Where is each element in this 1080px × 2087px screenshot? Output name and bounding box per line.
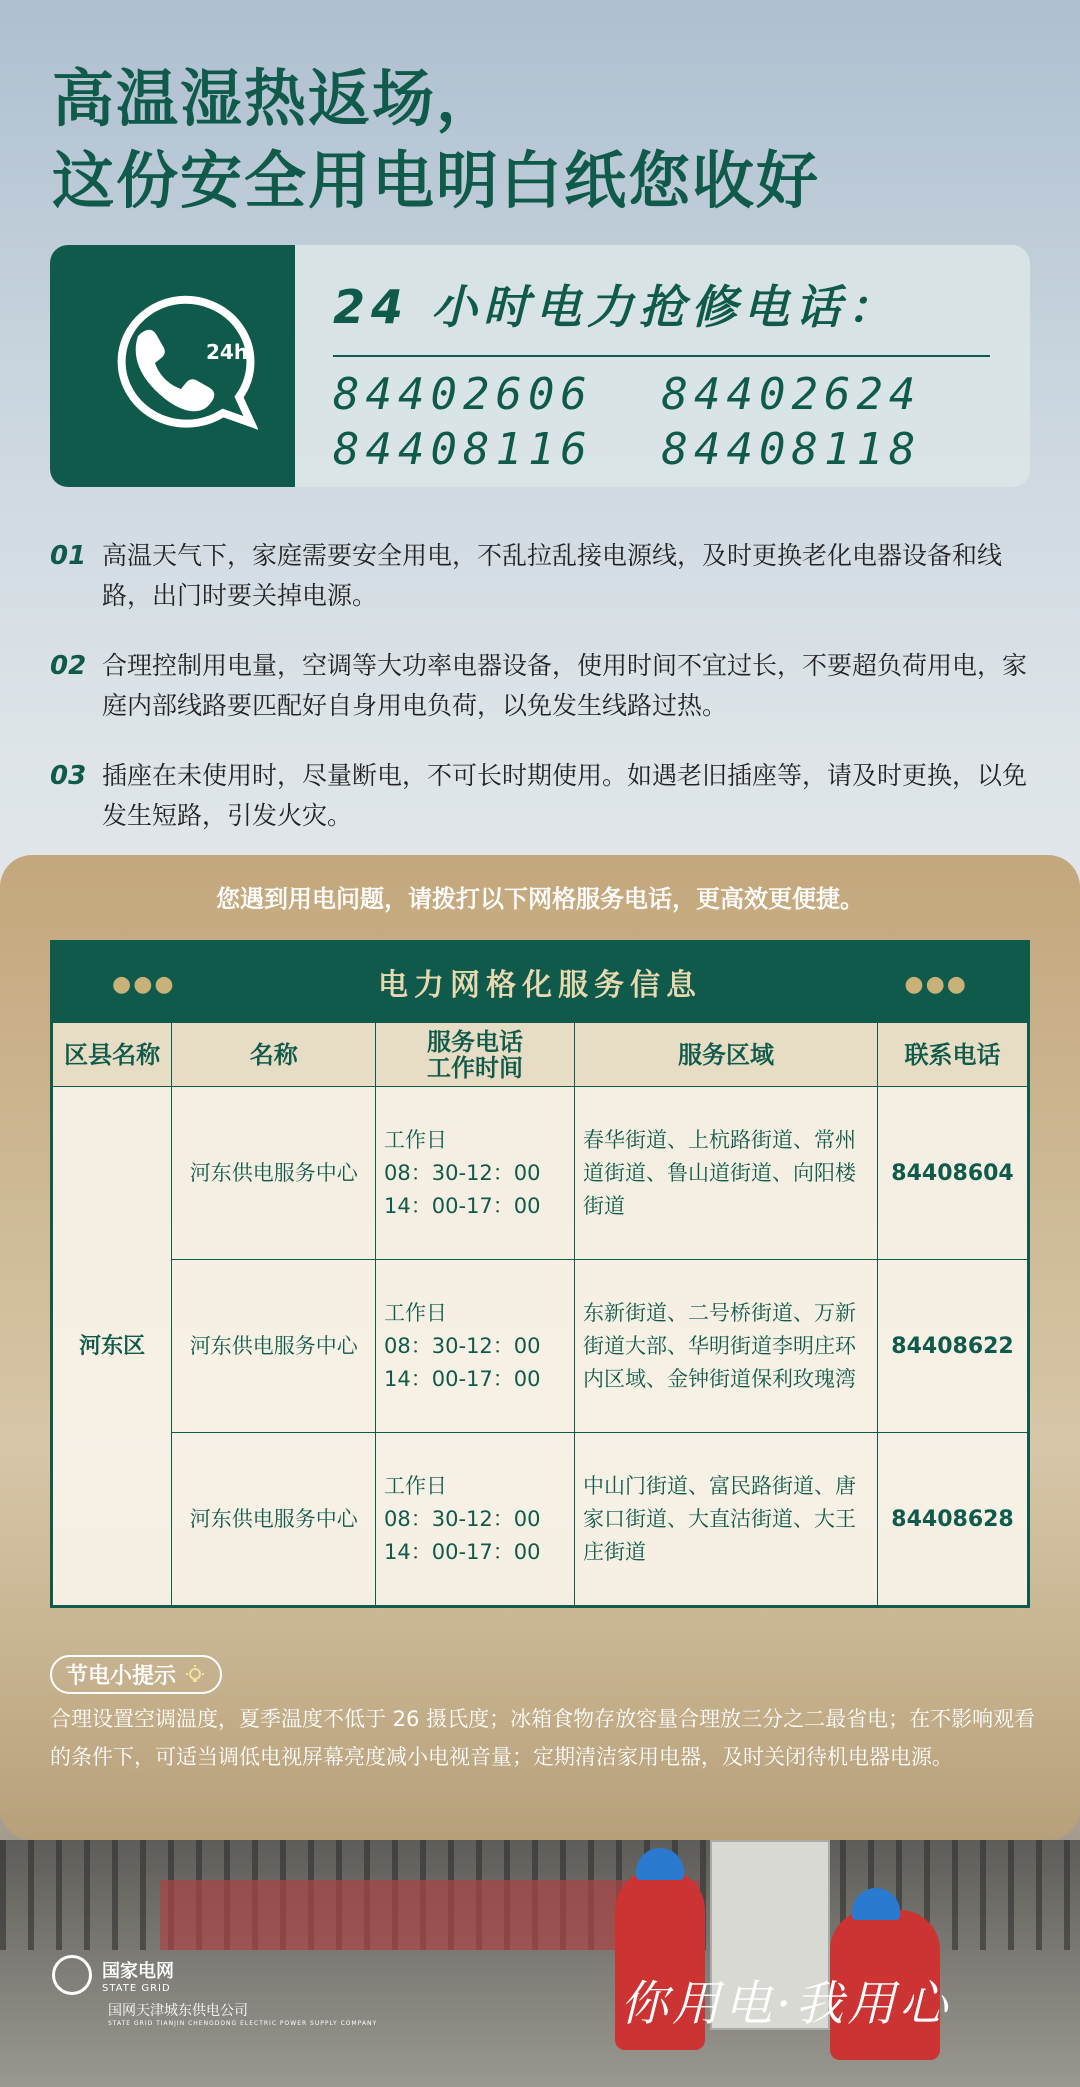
center-name: 河东供电服务中心 xyxy=(172,1087,376,1260)
col-district: 区县名称 xyxy=(53,1023,172,1087)
decor-dots-icon: ●●● xyxy=(112,972,176,997)
hotline-number[interactable]: 84408116 xyxy=(333,424,593,475)
area-cell: 中山门街道、富民路街道、唐家口街道、大直沽街道、大王庄街道 xyxy=(574,1433,877,1606)
saving-badge-label: 节电小提示 xyxy=(66,1664,177,1689)
table-row xyxy=(53,1433,1028,1606)
hotline-number[interactable]: 84408118 xyxy=(661,424,922,475)
company-name-en: STATE GRID TIANJIN CHENGDONG ELECTRIC POWER SUPPLY COMPANY xyxy=(108,2020,378,2027)
tip-number: 01 xyxy=(50,541,87,571)
table-row xyxy=(53,1260,1028,1433)
slogan: 你用电·我用心 xyxy=(620,1976,952,2032)
company-name: 国网天津城东供电公司 xyxy=(108,2003,248,2019)
decor-dots-icon: ●●● xyxy=(904,972,968,997)
center-name: 河东供电服务中心 xyxy=(172,1260,376,1433)
hours-cell: 工作日 08：30-12：00 14：00-17：00 xyxy=(376,1433,575,1606)
hotline-label: 24 小时电力抢修电话： xyxy=(333,271,990,357)
safety-tips xyxy=(50,536,1040,866)
service-grid xyxy=(52,1022,1028,1606)
tip-number: 03 xyxy=(50,761,87,791)
lightbulb-icon xyxy=(184,1664,206,1686)
service-intro: 您遇到用电问题，请拨打以下网格服务电话，更高效更便捷。 xyxy=(216,885,864,913)
hours-cell: 工作日 08：30-12：00 14：00-17：00 xyxy=(376,1260,575,1433)
tip-text: 高温天气下，家庭需要安全用电，不乱拉乱接电源线，及时更换老化电器设备和线路，出门时要关掉电源。 xyxy=(102,541,1003,610)
service-panel xyxy=(0,855,1080,1840)
area-cell: 东新街道、二号桥街道、万新街道大部、华明街道李明庄环内区域、金钟街道保利玫瑰湾 xyxy=(574,1260,877,1433)
hours-cell: 工作日 08：30-12：00 14：00-17：00 xyxy=(376,1087,575,1260)
tip-item xyxy=(50,756,1040,836)
hotline-card xyxy=(50,245,1030,487)
table-title-text: 电力网格化服务信息 xyxy=(378,968,702,1003)
col-area: 服务区域 xyxy=(574,1023,877,1087)
phone-24h-icon xyxy=(88,291,258,441)
service-table xyxy=(50,940,1030,1608)
phone-cell[interactable]: 84408604 xyxy=(878,1087,1028,1260)
table-row xyxy=(53,1087,1028,1260)
phone-cell[interactable]: 84408628 xyxy=(878,1433,1028,1606)
logo-cn: 国家电网 xyxy=(102,1960,174,1982)
page-title xyxy=(52,58,820,222)
title-line-1: 高温湿热返场， xyxy=(52,62,501,135)
tip-text: 插座在未使用时，尽量断电，不可长时期使用。如遇老旧插座等，请及时更换，以免发生短路，引发火灾。 xyxy=(102,761,1028,830)
phone-cell[interactable]: 84408622 xyxy=(878,1260,1028,1433)
col-hours: 服务电话 工作时间 xyxy=(376,1023,575,1087)
center-name: 河东供电服务中心 xyxy=(172,1433,376,1606)
hotline-number[interactable]: 84402624 xyxy=(661,369,922,420)
saving-tips-text: 合理设置空调温度，夏季温度不低于 26 摄氏度；冰箱食物存放容量合理放三分之二最省电；在不影响观看的条件下，可适当调低电视屏幕亮度减小电视音量；定期清洁家用电器，及时关闭待机电器电源。 xyxy=(50,1707,1036,1769)
table-title xyxy=(52,942,1028,1022)
table-header-row xyxy=(53,1023,1028,1087)
tip-number: 02 xyxy=(50,651,87,681)
logo-en: STATE GRID xyxy=(102,1982,171,1994)
hotline-info xyxy=(295,245,1030,487)
svg-text:24h: 24h xyxy=(205,340,248,364)
tip-item xyxy=(50,646,1040,726)
state-grid-logo xyxy=(52,1955,174,1995)
hotline-icon-panel xyxy=(50,245,295,487)
col-name: 名称 xyxy=(172,1023,376,1087)
district-cell: 河东区 xyxy=(53,1087,172,1606)
tip-text: 合理控制用电量，空调等大功率电器设备，使用时间不宜过长，不要超负荷用电，家庭内部线路要匹配好自身用电负荷，以免发生线路过热。 xyxy=(102,651,1028,720)
title-line-2: 这份安全用电明白纸您收好 xyxy=(52,144,821,217)
state-grid-logo-icon xyxy=(52,1955,92,1995)
saving-tips-badge xyxy=(50,1655,222,1694)
tip-item xyxy=(50,536,1040,616)
hotline-numbers xyxy=(333,369,990,475)
area-cell: 春华街道、上杭路街道、常州道街道、鲁山道街道、向阳楼街道 xyxy=(574,1087,877,1260)
hotline-number[interactable]: 84402606 xyxy=(333,369,593,420)
col-phone: 联系电话 xyxy=(878,1023,1028,1087)
